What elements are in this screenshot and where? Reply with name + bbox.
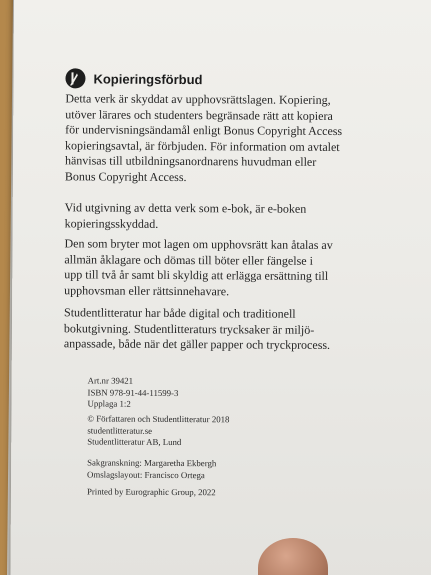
imprint-article-block [87,375,178,410]
penalty-paragraph [64,236,349,300]
imprint-printer-block [87,486,216,498]
text-line: hänvisas till utbildningsanordnarens huvudman eller [64,153,317,170]
publisher-name: Studentlitteratur AB, Lund [87,436,182,448]
copyright-line: © Författaren och Studentlitteratur 2018 [87,413,230,425]
article-number: Art.nr 39421 [87,375,134,386]
page-heading [65,68,202,89]
printer-line: Printed by Eurographic Group, 2022 [86,486,216,498]
text-line: Bonus Copyright Access. [64,169,187,185]
text-line: Studentlitteratur har både digital och traditionell [64,305,296,321]
book-page [10,0,431,575]
text-line: bokutgivning. Studentlitteraturs trycksaker är miljö- [63,320,315,337]
text-line: upp till två år samt bli skyldig att erlägga ersättning till [64,267,329,284]
isbn: ISBN 978-91-44-11599-3 [87,386,179,398]
edition: Upplaga 1:2 [87,398,131,409]
environment-paragraph [64,305,349,354]
text-line: Detta verk är skyddat av upphovsrättslagen. Kopiering, [65,91,331,107]
text-line: upphovsman eller rättsinnehavare. [64,283,230,299]
text-line: för undervisningsändamål enligt Bonus Copyright Access [65,122,343,139]
text-line: kopieringsskyddad. [64,215,159,231]
cover-layout: Omslagslayout: Francisco Ortega [87,468,205,480]
text-line: anpassade, både när det gäller papper och tryckprocess. [63,336,331,353]
imprint-publisher-block [87,413,229,448]
text-line: Den som bryter mot lagen om upphovsrätt kan åtalas av [64,236,333,252]
fact-checker: Sakgranskning: Margaretha Ekbergh [87,457,217,469]
text-line: allmän åklagare och dömas till böter eller fängelse i [64,251,313,268]
page-title: Kopieringsförbud [93,70,203,87]
studentlitteratur-k-logo-icon [65,68,85,88]
text-line: utöver lärares och studenters begränsade rätt att kopiera [65,106,333,123]
ebook-paragraph [65,200,350,233]
imprint-credits-block [87,457,216,481]
copyright-paragraph [65,91,351,186]
publisher-website: studentlitteratur.se [87,424,153,436]
text-line: kopieringsavtal, är förbjuden. För information om avtalet [65,138,340,154]
text-line: Vid utgivning av detta verk som e-bok, är e-boken [64,200,307,216]
